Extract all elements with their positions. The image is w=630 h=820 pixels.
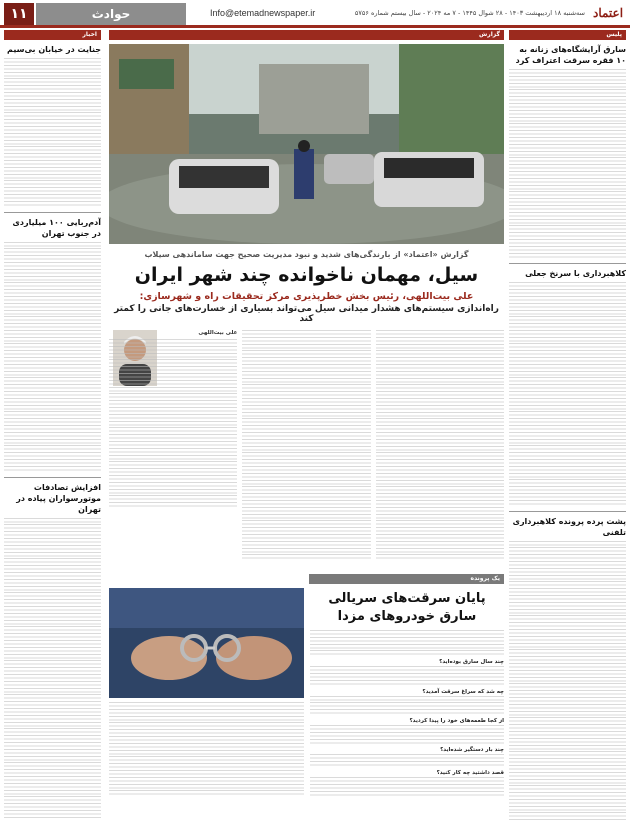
- right-article-1-body: [509, 69, 626, 259]
- main-col-2: [242, 330, 370, 570]
- left-column-tag: اخبار: [4, 30, 101, 40]
- main-headline: سیل، مهمان ناخوانده چند شهر ایران: [134, 264, 479, 286]
- email-link[interactable]: Info@etemadnewspaper.ir: [210, 8, 316, 18]
- page-number: ۱۱: [4, 3, 34, 25]
- left-headline-2: آدم‌ربایی ۱۰۰ میلیاردی در جنوب تهران: [12, 217, 101, 238]
- thief-question-4: چند بار دستگیر شده‌اید؟: [440, 747, 504, 754]
- thief-photo-side-text: [109, 702, 304, 797]
- portrait-caption: علی بیت‌اللهی: [198, 330, 238, 336]
- left-column: [4, 30, 101, 820]
- section-title: حوادث: [36, 3, 186, 25]
- divider: [4, 212, 101, 213]
- right-column-tag: پلیس: [509, 30, 626, 40]
- dateline: سه‌شنبه ۱۸ اردیبهشت ۱۴۰۳ - ۲۸ شوال ۱۴۴۵ - ۷ مه ۲۰۲۴ - سال بیستم شماره ۵۷۵۶: [354, 9, 585, 17]
- thief-question-3: از کجا طعمه‌های خود را پیدا کردید؟: [409, 717, 504, 724]
- right-headline-3: پشت پرده پرونده کلاهبرداری تلفنی: [512, 516, 626, 537]
- main-tag: گزارش: [109, 30, 504, 40]
- thief-section: [109, 588, 504, 808]
- main-article-columns: [109, 330, 504, 570]
- thief-article: [310, 588, 504, 808]
- thief-tag: یک پرونده: [309, 574, 504, 584]
- left-article-2-body: [4, 242, 101, 473]
- main-col-3: [109, 330, 237, 570]
- newspaper-logo: اعتماد: [592, 6, 624, 20]
- handcuffs-photo: [109, 588, 304, 698]
- thief-headline: پایان سرقت‌های سریالی سارق خودروهای مزدا: [328, 591, 486, 624]
- divider: [4, 477, 101, 478]
- left-article-1-body: [4, 58, 101, 208]
- right-headline-1: سارق آرایشگاه‌های زنانه به ۱۰ فقره سرقت اعتراف کرد: [515, 45, 626, 65]
- thief-question-1: چند سال سارق بوده‌اید؟: [439, 659, 504, 666]
- right-headline-2: کلاهبرداری با سرنخ جعلی: [525, 269, 626, 279]
- right-article-3-body: [509, 541, 626, 820]
- main-kicker: گزارش «اعتماد» از بارندگی‌های شدید و نبود مدیریت صحیح جهت ساماندهی سیلاب: [144, 250, 469, 259]
- left-headline-3: افزایش تصادفات موتورسواران پیاده در تهران: [16, 482, 101, 514]
- right-article-2-body: [509, 282, 626, 506]
- masthead: [0, 0, 630, 28]
- left-article-3-body: [4, 518, 101, 820]
- main-subhead-1: علی بیت‌اللهی، رئیس بخش خطرپذیری مرکز تحقیقات راه و شهرسازی:: [139, 291, 474, 302]
- main-headline-block: [110, 250, 503, 324]
- flood-photo: [109, 44, 504, 244]
- divider: [509, 263, 626, 264]
- divider: [509, 511, 626, 512]
- main-col-1: [376, 330, 504, 570]
- left-headline-1: جنایت در خیابان بی‌سیم: [7, 45, 101, 54]
- main-column: [106, 30, 507, 820]
- thief-question-5: قصد داشتید چه کار کنید؟: [436, 769, 504, 776]
- thief-question-2: چه شد که سراغ سرقت آمدید؟: [422, 688, 504, 695]
- right-column: [509, 30, 626, 820]
- main-subhead-2: راه‌اندازی سیستم‌های هشدار میدانی سیل می‌تواند بسیاری از خسارت‌های جانی را کمتر کند: [114, 304, 499, 324]
- thief-photo-column: [109, 588, 304, 808]
